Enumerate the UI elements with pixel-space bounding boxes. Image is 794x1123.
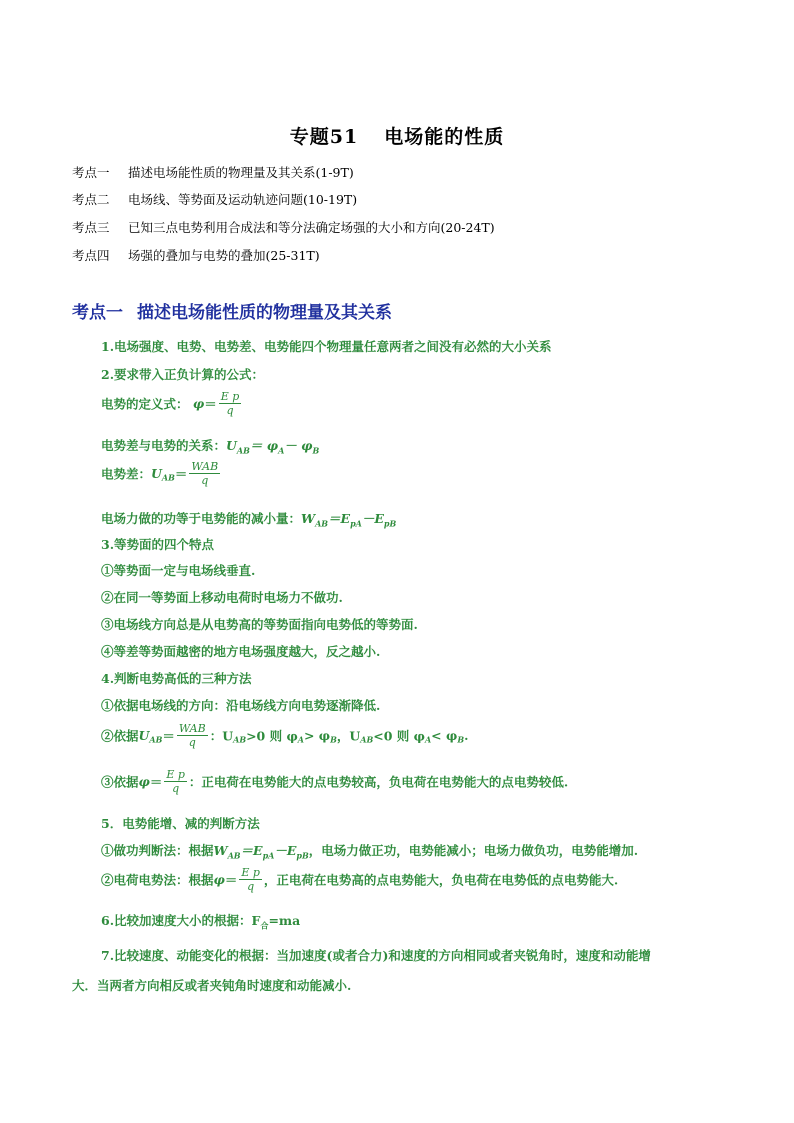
section-text: 描述电场能性质的物理量及其关系	[137, 303, 392, 323]
formula-voltage: 电势差：$U_{AB}=$ $\frac{\text{WAB}}{q}$	[101, 460, 219, 487]
toc-key: 考点一	[72, 165, 110, 180]
fraction-ep-q: $\frac{\text{E p}}{q}$	[220, 390, 240, 417]
point-1: 1.电场强度、电势、电势差、电势能四个物理量任意两者之间没有必然的大小关系	[101, 339, 552, 354]
point-5a: ①做功判断法：根据$W_{AB}=E_{pA}-E_{pB}$，电场力做正功，电势能减小；电场力做负功，电势能增加.	[101, 843, 639, 861]
title-text: 电场能的性质	[384, 126, 505, 148]
section-key: 考点一	[72, 303, 123, 323]
fraction-ep-q: $\frac{\text{E p}}{q}$	[241, 866, 260, 893]
toc-key: 考点三	[72, 220, 110, 235]
section-heading	[72, 298, 392, 323]
fraction-ep-q: $\frac{\text{E p}}{q}$	[166, 768, 185, 795]
title-number: 专题51	[289, 126, 359, 148]
page-title	[0, 122, 794, 149]
fraction-wab-q: $\frac{\text{WAB}}{q}$	[191, 460, 219, 487]
formula-potential-def: 电势的定义式： φ＝ $\frac{\text{E p}}{q}$	[101, 390, 240, 417]
point-6: 6.比较加速度大小的根据：$F_合=ma$	[101, 913, 301, 931]
point-7-line2: 大．当两者方向相反或者夹钝角时速度和动能减小.	[72, 978, 352, 993]
formula-potential-difference: 电势差与电势的关系：$U_{AB}= \varphi_A- \varphi_B$	[101, 438, 320, 456]
point-4b: ②依据$U_{AB}=$ $\frac{\text{WAB}}{q}$ ：$U_{AB}>0$ 则 $\varphi_A> \varphi_B$，$U_{AB}<0$ 则 $\varphi_A< \varphi_B$.	[101, 722, 469, 749]
point-4: 4.判断电势高低的三种方法	[101, 671, 252, 686]
point-2: 2.要求带入正负计算的公式：	[101, 367, 265, 382]
toc-text: 描述电场能性质的物理量及其关系(1-9T)	[128, 165, 354, 180]
toc-key: 考点四	[72, 248, 110, 263]
point-4a: ①依据电场线的方向：沿电场线方向电势逐渐降低.	[101, 698, 381, 713]
toc-item-3	[72, 218, 495, 236]
toc-text: 电场线、等势面及运动轨迹问题(10-19T)	[128, 192, 358, 207]
point-7-line1: 7.比较速度、动能变化的根据：当加速度(或者合力)和速度的方向相同或者夹锐角时，速度和动能增	[101, 948, 651, 963]
toc-text: 已知三点电势利用合成法和等分法确定场强的大小和方向(20-24T)	[128, 220, 495, 235]
point-5b: ②电荷电势法：根据φ＝ $\frac{\text{E p}}{q}$ ，正电荷在电势高的点电势能大，负电荷在电势低的点电势能大.	[101, 866, 619, 893]
toc-key: 考点二	[72, 192, 110, 207]
point-3c: ③电场线方向总是从电势高的等势面指向电势低的等势面.	[101, 617, 418, 632]
point-3a: ①等势面一定与电场线垂直.	[101, 563, 256, 578]
toc-item-1	[72, 163, 354, 181]
toc-text: 场强的叠加与电势的叠加(25-31T)	[128, 248, 320, 263]
toc-item-4	[72, 246, 320, 264]
formula-work: 电场力做的功等于电势能的减小量：$W_{AB}=E_{pA}-E_{pB}$	[101, 511, 397, 529]
point-5: 5．电势能增、减的判断方法	[101, 816, 260, 831]
point-3b: ②在同一等势面上移动电荷时电场力不做功.	[101, 590, 343, 605]
toc-item-2	[72, 190, 357, 208]
point-3: 3.等势面的四个特点	[101, 537, 215, 552]
fraction-wab-q: $\frac{\text{WAB}}{q}$	[178, 722, 206, 749]
point-4c: ③依据φ＝ $\frac{\text{E p}}{q}$ ：正电荷在电势能大的点电势较高，负电荷在电势能大的点电势较低.	[101, 768, 569, 795]
point-3d: ④等差等势面越密的地方电场强度越大，反之越小.	[101, 644, 381, 659]
